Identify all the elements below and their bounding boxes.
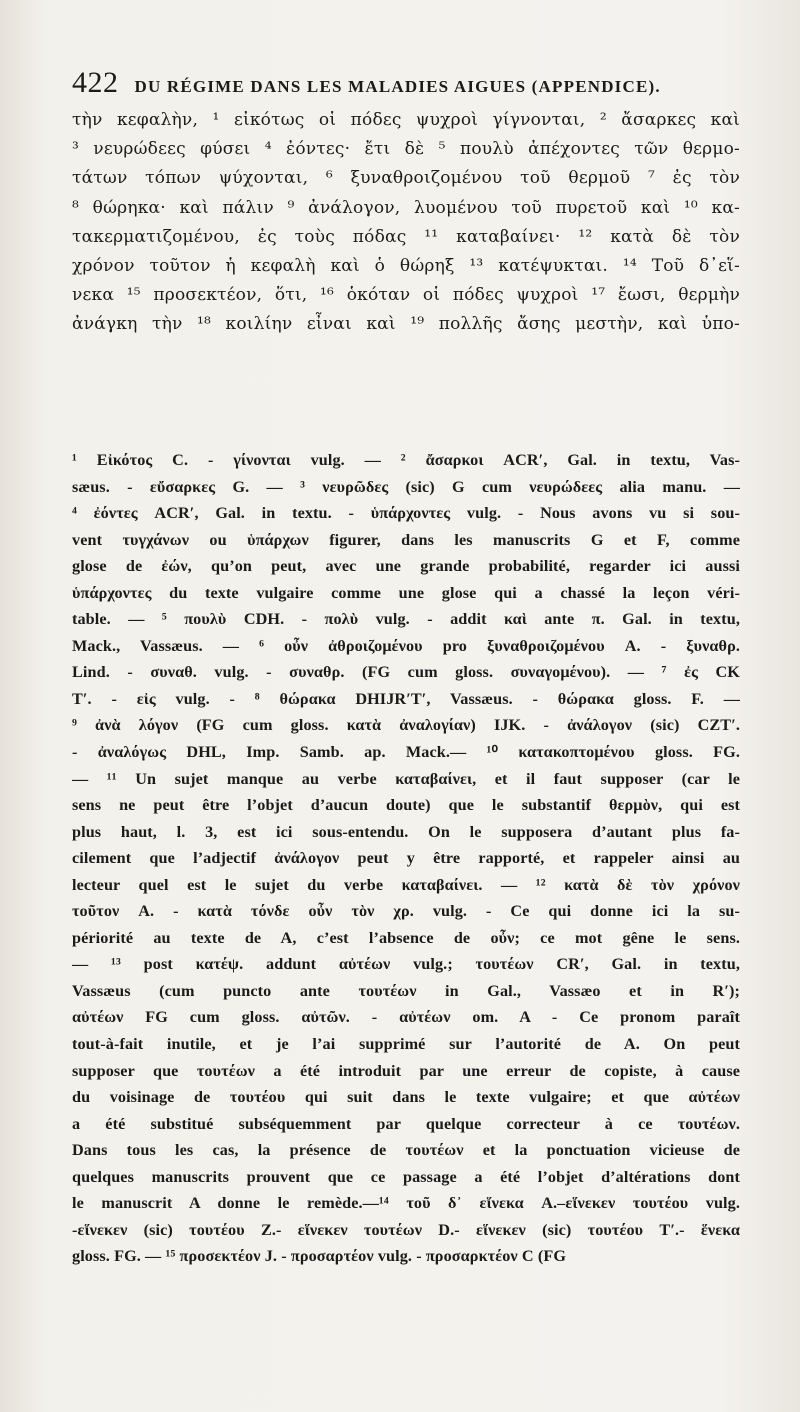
main-text-line: τὴν κεφαλὴν, ¹ εἰκότως οἱ πόδες ψυχροὶ γίγνονται, ² ἄσαρκες καὶ [72,110,740,130]
footnote-line: — ¹³ post κατέψ. addunt αὐτέων vulg.; τουτέων CR′, Gal. in textu, [72,955,740,974]
main-text-line: τάτων τόπων ψύχονται, ⁶ ξυναθροιζομένου τοῦ θερμοῦ ⁷ ἐς τὸν [72,168,740,189]
footnotes [72,447,740,1270]
footnote-line: T′. - εἰς vulg. - ⁸ θώρακα DHIJR′T′, Vassæus. - θώρακα gloss. F. — [72,689,740,708]
footnote-line: αὐτέων FG cum gloss. αὐτῶν. - αὐτέων om. A - Ce pronom paraît [72,1008,740,1027]
footnote-line: τοῦτον A. - κατὰ τόνδε οὖν τὸν χρ. vulg. - Ce qui donne ici la su- [72,902,740,921]
page-header [72,66,732,106]
main-text-line: νεκα ¹⁵ προσεκτέον, ὅτι, ¹⁶ ὁκόταν οἱ πόδες ψυχροὶ ¹⁷ ἔωσι, θερμὴν [72,285,740,306]
footnote-line: sæus. - εὔσαρκες G. — ³ νευρῶδες (sic) G cum νευρώδεες alia manu. — [72,477,740,496]
footnote-line: — ¹¹ Un sujet manque au verbe καταβαίνει, et il faut supposer (car le [72,769,740,788]
footnote-line: Dans tous les cas, la présence de τουτέων et la ponctuation vicieuse de [72,1141,740,1160]
footnote-line: sens ne peut être l’objet d’aucun doute) que le substantif θερμὸν, qui est [72,796,740,815]
footnote-line: supposer que τουτέων a été introduit par une erreur de copiste, à cause [72,1061,740,1080]
footnote-line: ¹ Εἰκότος C. - γίνονται vulg. — ² ἄσαρκοι ACR′, Gal. in textu, Vas- [72,451,740,469]
footnote-line: lecteur quel est le sujet du verbe καταβαίνει. — ¹² κατὰ δὲ τὸν χρόνον [72,875,740,894]
footnote-line: ⁴ ἐόντες ACR′, Gal. in textu. - ὑπάρχοντες vulg. - Nous avons vu si sou- [72,504,740,523]
footnote-line: Mack., Vassæus. — ⁶ οὖν ἀθροιζομένου pro ξυναθροιζομένου A. - ξυναθρ. [72,636,740,655]
footnote-line: - ἀναλόγως DHL, Imp. Samb. ap. Mack.— ¹⁰ κατακοπτομένου gloss. FG. [72,743,740,762]
footnote-line: vent τυγχάνων ou ὑπάρχων figurer, dans les manuscrits G et F, comme [72,530,740,549]
footnote-line: le manuscrit A donne le remède.—¹⁴ τοῦ δ᾽ εἵνεκα A.–εἵνεκεν τουτέου vulg. [72,1194,740,1213]
main-text-line: χρόνον τοῦτον ἡ κεφαλὴ καὶ ὁ θώρηξ ¹³ κατέψυκται. ¹⁴ Τοῦ δ᾽εἵ- [72,255,740,276]
footnote-line: a été substitué subséquemment par quelque correcteur à ce τουτέων. [72,1114,740,1133]
footnote-line: du voisinage de τουτέου qui suit dans le texte vulgaire; et que αὐτέων [72,1088,740,1107]
footnote-line: périorité au texte de A, c’est l’absence de οὖν; ce mot gêne le sens. [72,928,740,947]
footnote-line: Vassæus (cum puncto ante τουτέων in Gal., Vassæo et in R′); [72,981,740,1000]
footnote-line: gloss. FG. — ¹⁵ προσεκτέον J. - προσαρτέον vulg. - προσαρκτέον C (FG [72,1247,567,1266]
footnote-line: Lind. - συναθ. vulg. - συναθρ. (FG cum gloss. συναγομένου). — ⁷ ἐς CK [72,663,740,682]
footnote-line: plus haut, l. 3, est ici sous-entendu. On le supposera d’autant plus fa- [72,822,740,841]
greek-main-text [72,106,740,340]
main-text-line: ³ νευρώδεες φύσει ⁴ ἐόντες· ἔτι δὲ ⁵ πουλὺ ἀπέχοντες τῶν θερμο- [72,139,740,160]
footnote-line: table. — ⁵ πουλὺ CDH. - πολὺ vulg. - addit καὶ ante π. Gal. in textu, [72,610,740,629]
main-text-line: τακερματιζομένου, ἐς τοὺς πόδας ¹¹ καταβαίνει· ¹² κατὰ δὲ τὸν [72,226,740,247]
footnote-line: ὑπάρχοντες du texte vulgaire comme une glose qui a chassé la leçon véri- [72,583,740,602]
page-number: 422 [72,66,119,99]
running-head: DU RÉGIME DANS LES MALADIES AIGUES (APPENDICE). [134,77,661,96]
footnote-line: -εἵνεκεν (sic) τουτέου Z.- εἵνεκεν τουτέων D.- εἵνεκεν (sic) τουτέου T′.- ἕνεκα [72,1220,740,1239]
footnote-line: tout-à-fait inutile, et je l’ai supprimé sur l’autorité de A. On peut [72,1035,740,1054]
footnote-line: ⁹ ἀνὰ λόγον (FG cum gloss. κατὰ ἀναλογίαν) IJK. - ἀνάλογον (sic) CZT′. [72,716,740,735]
footnote-line: cilement que l’adjectif ἀνάλογον peut y être rapporté, et rappeler ainsi au [72,849,740,868]
main-text-line: ἀνάγκη τὴν ¹⁸ κοιλίην εἶναι καὶ ¹⁹ πολλῆς ἄσης μεστὴν, καὶ ὑπο- [72,314,740,335]
footnote-line: quelques manuscrits prouvent que ce passage a été l’objet d’altérations dont [72,1167,740,1186]
footnote-line: glose de ἐών, qu’on peut, avec une grande probabilité, regarder ici aussi [72,557,740,576]
main-text-line: ⁸ θώρηκα· καὶ πάλιν ⁹ ἀνάλογον, λυομένου τοῦ πυρετοῦ καὶ ¹⁰ κα- [72,197,740,218]
